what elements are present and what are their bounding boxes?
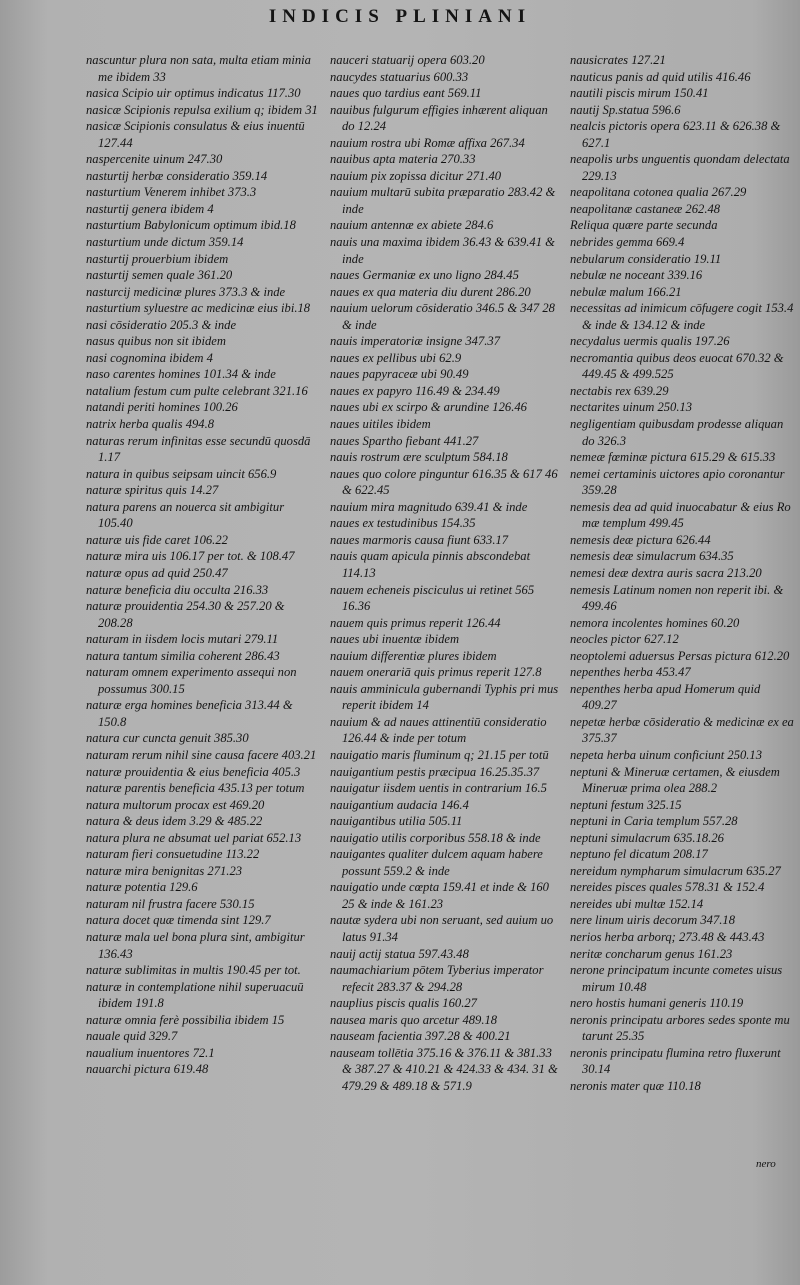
index-entry: neronis principatu flumina retro fluxerunt 30.14 <box>570 1045 781 1077</box>
index-entry: Reliqua quære parte secunda <box>570 218 718 233</box>
index-entry: nauibus apta materia 270.33 <box>330 152 476 167</box>
index-entry: naues quo tardius eant 569.11 <box>330 86 482 101</box>
index-entry: nauis imperatoriæ insigne 347.37 <box>330 334 501 349</box>
index-entry: naues ex testudinibus 154.35 <box>330 516 476 531</box>
index-entry: nemesi deæ dextra auris sacra 213.20 <box>570 565 762 580</box>
index-entry: nebulæ malum 166.21 <box>570 284 682 299</box>
index-entry: naues uitiles ibidem <box>330 417 431 432</box>
index-entry: naturæ prouidentia & eius beneficia 405.3 <box>86 764 301 779</box>
index-entry: nauceri statuarij opera 603.20 <box>330 53 485 67</box>
index-entry: naturæ mala uel bona plura sint, ambigitur 136.43 <box>86 929 305 961</box>
index-entry: natura tantum similia coherent 286.43 <box>86 648 280 663</box>
index-entry: natura & deus idem 3.29 & 485.22 <box>86 814 263 829</box>
index-entry: neritæ concharum genus 161.23 <box>570 946 733 961</box>
index-entry: natrix herba qualis 494.8 <box>86 417 215 432</box>
index-column-3 <box>570 52 798 1094</box>
index-entry: naualium inuentores 72.1 <box>86 1045 215 1060</box>
index-entry: nasturtij herbæ consideratio 359.14 <box>86 168 268 183</box>
index-entry: nauem onerariā quis primus reperit 127.8 <box>330 665 542 680</box>
index-entry: naturæ potentia 129.6 <box>86 880 198 895</box>
index-entry: nepenthes herba 453.47 <box>570 665 691 680</box>
index-entry: nauigantium pestis præcipua 16.25.35.37 <box>330 764 540 779</box>
index-entry: negligentiam quibusdam prodesse aliquan do 326.3 <box>570 417 784 448</box>
index-entry: nauis quam apicula pinnis abscondebat 114.13 <box>330 549 531 580</box>
index-entry: nautæ sydera ubi non seruant, sed auium uo latus 91.34 <box>330 913 554 944</box>
index-entry: nasicæ Scipionis consulatus & eius inuentū 127.44 <box>86 119 305 150</box>
index-entry: nausicrates 127.21 <box>570 53 666 67</box>
index-entry: naturam fieri consuetudine 113.22 <box>86 847 260 862</box>
index-entry: neapolis urbs unguentis quondam delectata 229.13 <box>570 152 790 183</box>
index-entry: natura docet quæ timenda sint 129.7 <box>86 913 271 928</box>
index-entry: nauium antennæ ex abiete 284.6 <box>330 218 494 233</box>
index-entry: nasturtij prouerbium ibidem <box>86 251 229 266</box>
index-entry: natura multorum procax est 469.20 <box>86 797 265 812</box>
index-entry: nero hostis humani generis 110.19 <box>570 996 744 1011</box>
index-entry: nauplius piscis qualis 160.27 <box>330 996 477 1011</box>
index-entry: naumachiarium pōtem Tyberius imperator refecit 283.37 & 294.28 <box>330 963 544 994</box>
index-entry: naspercenite uinum 247.30 <box>86 152 223 167</box>
index-entry: nauis una maxima ibidem 36.43 & 639.41 & inde <box>330 235 555 266</box>
index-entry: nauarchi pictura 619.48 <box>86 1062 209 1077</box>
index-entry: nautili piscis mirum 150.41 <box>570 86 709 101</box>
index-entry: naturæ spiritus quis 14.27 <box>86 483 219 498</box>
index-entry: natura parens an nouerca sit ambigitur 105.40 <box>86 499 285 531</box>
index-entry: nere linum uiris decorum 347.18 <box>570 913 735 928</box>
index-entry: naues ex qua materia diu durent 286.20 <box>330 284 531 299</box>
index-entry: nemei certaminis uictores apio coronantur 359.28 <box>570 466 785 498</box>
index-entry: nauis amminicula gubernandi Typhis pri mus reperit ibidem 14 <box>330 681 559 713</box>
index-entry: nauium multarū subita præparatio 283.42 & inde <box>330 185 556 216</box>
index-entry: nealcis pictoris opera 623.11 & 626.38 & 627.1 <box>570 119 781 150</box>
index-entry: nasica Scipio uir optimus indicatus 117.30 <box>86 86 301 101</box>
index-entry: nausea maris quo arcetur 489.18 <box>330 1012 498 1027</box>
index-entry: nauium pix zopissa dicitur 271.40 <box>330 168 502 183</box>
index-entry: naues ubi inuentæ ibidem <box>330 632 460 647</box>
index-entry: neptuni & Mineruæ certamen, & eiusdem Mineruæ prima olea 288.2 <box>570 764 780 796</box>
catchword: nero <box>756 1158 776 1170</box>
index-entry: nectarites uinum 250.13 <box>570 400 693 415</box>
index-entry: naturæ uis fide caret 106.22 <box>86 532 228 547</box>
index-entry: nereides ubi multæ 152.14 <box>570 896 704 911</box>
index-entry: naturæ in contemplatione nihil superuacuū ibidem 191.8 <box>86 979 304 1011</box>
index-entry: naturæ opus ad quid 250.47 <box>86 565 228 580</box>
index-entry: nectabis rex 639.29 <box>570 383 669 398</box>
index-entry: neptuni festum 325.15 <box>570 797 682 812</box>
index-entry: nemesis Latinum nomen non reperit ibi. & 499.46 <box>570 582 784 614</box>
index-entry: naturæ omnia ferè possibilia ibidem 15 <box>86 1012 285 1027</box>
index-entry: nebrides gemma 669.4 <box>570 235 685 250</box>
index-entry: naues quo colore pinguntur 616.35 & 617 46 & 622.45 <box>330 466 558 498</box>
index-entry: nasturtij genera ibidem 4 <box>86 201 214 216</box>
index-entry: naturam nil frustra facere 530.15 <box>86 896 255 911</box>
index-entry: nebulæ ne noceant 339.16 <box>570 268 703 283</box>
index-entry: neapolitana cotonea qualia 267.29 <box>570 185 747 200</box>
index-entry: naso carentes homines 101.34 & inde <box>86 367 276 382</box>
index-entry: nasturcij medicinæ plures 373.3 & inde <box>86 284 286 299</box>
index-entry: nerios herba arborq; 273.48 & 443.43 <box>570 929 765 944</box>
index-entry: natura in quibus seipsam uincit 656.9 <box>86 466 277 481</box>
index-entry: nauigatio utilis corporibus 558.18 & inde <box>330 830 541 845</box>
index-entry: nauseam tollētia 375.16 & 376.11 & 381.33 & 387.27 & 410.21 & 424.33 & 434. 31 & 479.29 & 489.18 & 571.9 <box>330 1045 558 1093</box>
index-entry: naturæ parentis beneficia 435.13 per totum <box>86 781 305 796</box>
index-entry: natura plura ne absumat uel pariat 652.13 <box>86 830 302 845</box>
index-entry: neptuni simulacrum 635.18.26 <box>570 830 724 845</box>
index-entry: naues Spartho fiebant 441.27 <box>330 433 479 448</box>
index-entry: nauigantium audacia 146.4 <box>330 797 469 812</box>
index-entry: neronis mater quæ 110.18 <box>570 1078 701 1093</box>
index-entry: nepetæ herbæ cōsideratio & medicinæ ex ea 375.37 <box>570 714 794 746</box>
index-entry: naturas rerum infinitas esse secundū quosdā 1.17 <box>86 433 311 465</box>
index-entry: naues marmoris causa fiunt 633.17 <box>330 532 509 547</box>
index-entry: nemesis deæ pictura 626.44 <box>570 532 711 547</box>
index-entry: nauibus fulgurum effigies inhærent aliquan do 12.24 <box>330 102 548 134</box>
index-entry: nauticus panis ad quid utilis 416.46 <box>570 69 751 84</box>
index-entry: naues ex papyro 116.49 & 234.49 <box>330 383 500 398</box>
index-entry: nemesis dea ad quid inuocabatur & eius Ro mæ templum 499.45 <box>570 499 791 531</box>
index-entry: nauem quis primus reperit 126.44 <box>330 615 501 630</box>
index-entry: nauigatio maris fluminum q; 21.15 per totū <box>330 747 549 762</box>
index-entry: nauium mira magnitudo 639.41 & inde <box>330 499 528 514</box>
index-entry: nautij Sp.statua 596.6 <box>570 102 681 117</box>
index-entry: natura cur cuncta genuit 385.30 <box>86 731 249 746</box>
index-entry: natalium festum cum pulte celebrant 321.16 <box>86 383 308 398</box>
index-entry: naturam rerum nihil sine causa facere 403.21 <box>86 747 317 762</box>
index-entry: nauale quid 329.7 <box>86 1029 178 1044</box>
index-entry: naturam omnem experimento assequi non possumus 300.15 <box>86 665 297 696</box>
index-entry: nauigantes qualiter dulcem aquam habere possunt 559.2 & inde <box>330 847 543 878</box>
index-entry: nemesis deæ simulacrum 634.35 <box>570 549 734 564</box>
index-entry: nasturtium Venerem inhibet 373.3 <box>86 185 257 200</box>
index-entry: nauium rostra ubi Romæ affixa 267.34 <box>330 135 525 150</box>
index-column-2 <box>330 52 560 1094</box>
index-entry: nasicæ Scipionis repulsa exilium q; ibidem 31 <box>86 102 318 117</box>
index-entry: naues papyraceæ ubi 90.49 <box>330 367 469 382</box>
index-entry: naues ubi ex scirpo & arundine 126.46 <box>330 400 527 415</box>
index-entry: naturæ mira benignitas 271.23 <box>86 863 243 878</box>
index-entry: neocles pictor 627.12 <box>570 632 679 647</box>
index-entry: neptuni in Caria templum 557.28 <box>570 814 738 829</box>
index-entry: naturæ sublimitas in multis 190.45 per tot. <box>86 963 301 978</box>
index-column-1 <box>86 52 318 1078</box>
index-entry: naturæ beneficia diu occulta 216.33 <box>86 582 269 597</box>
index-entry: nasturtium Babylonicum optimum ibid.18 <box>86 218 296 233</box>
index-entry: nasi cōsideratio 205.3 & inde <box>86 317 237 332</box>
index-entry: nauium uelorum cōsideratio 346.5 & 347 28 & inde <box>330 301 555 332</box>
index-entry: nasturtium syluestre ac medicinæ eius ibi.18 <box>86 301 311 316</box>
index-entry: naues Germaniæ ex uno ligno 284.45 <box>330 268 519 283</box>
index-entry: nemora incolentes homines 60.20 <box>570 615 740 630</box>
index-entry: naturam in iisdem locis mutari 279.11 <box>86 632 279 647</box>
index-entry: nereidum nympharum simulacrum 635.27 <box>570 863 781 878</box>
index-entry: natandi periti homines 100.26 <box>86 400 238 415</box>
index-entry: nauigatur iisdem uentis in contrarium 16.5 <box>330 781 547 796</box>
index-entry: naucydes statuarius 600.33 <box>330 69 469 84</box>
index-entry: neronis principatu arbores sedes sponte mu tarunt 25.35 <box>570 1012 790 1044</box>
index-entry: necydalus uermis qualis 197.26 <box>570 334 730 349</box>
index-entry: nauis rostrum ære sculptum 584.18 <box>330 450 508 465</box>
index-entry: nasi cognomina ibidem 4 <box>86 350 213 365</box>
index-entry: nauium differentiæ plures ibidem <box>330 648 497 663</box>
index-entry: nebularum consideratio 19.11 <box>570 251 722 266</box>
index-entry: neptuno fel dicatum 208.17 <box>570 847 708 862</box>
index-entry: naturæ prouidentia 254.30 & 257.20 & 208.28 <box>86 599 285 630</box>
index-entry: nauij actij statua 597.43.48 <box>330 946 469 961</box>
index-entry: necessitas ad inimicum cōfugere cogit 153.4 & inde & 134.12 & inde <box>570 301 794 332</box>
index-entry: nepenthes herba apud Homerum quid 409.27 <box>570 681 761 713</box>
index-entry: nauigantibus utilia 505.11 <box>330 814 463 829</box>
index-entry: nerone principatum incunte cometes uisus mirum 10.48 <box>570 963 783 994</box>
index-entry: nepeta herba uinum conficiunt 250.13 <box>570 747 763 762</box>
index-entry: nauigatio unde cœpta 159.41 et inde & 160 25 & inde & 161.23 <box>330 880 549 911</box>
index-entry: neapolitanæ castaneæ 262.48 <box>570 201 721 216</box>
index-entry: nasus quibus non sit ibidem <box>86 334 226 349</box>
index-entry: nascuntur plura non sata, multa etiam minia me ibidem 33 <box>86 53 311 84</box>
index-entry: nauem echeneis pisciculus ui retinet 565 16.36 <box>330 582 535 614</box>
index-entry: nereides pisces quales 578.31 & 152.4 <box>570 880 765 895</box>
index-entry: nasturtium unde dictum 359.14 <box>86 235 244 250</box>
index-entry: neoptolemi aduersus Persas pictura 612.20 <box>570 648 790 663</box>
index-entry: nasturtij semen quale 361.20 <box>86 268 233 283</box>
index-entry: nemeæ fœminæ pictura 615.29 & 615.33 <box>570 450 776 465</box>
index-entry: nauium & ad naues attinentiū consideratio 126.44 & inde per totum <box>330 714 547 746</box>
index-entry: naturæ mira uis 106.17 per tot. & 108.47 <box>86 549 295 564</box>
index-entry: necromantia quibus deos euocat 670.32 & 449.45 & 499.525 <box>570 350 784 382</box>
index-entry: naturæ erga homines beneficia 313.44 & 150.8 <box>86 698 293 729</box>
index-entry: nauseam facientia 397.28 & 400.21 <box>330 1029 511 1044</box>
index-entry: naues ex pellibus ubi 62.9 <box>330 350 462 365</box>
page-header: INDICIS PLINIANI <box>268 6 532 27</box>
